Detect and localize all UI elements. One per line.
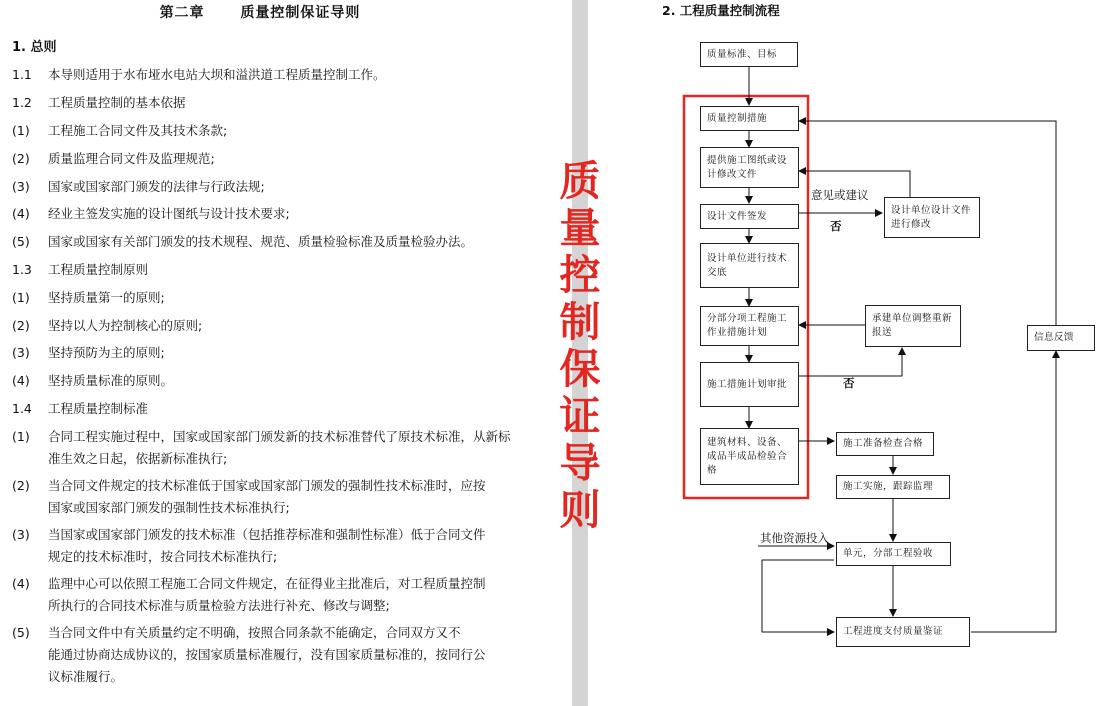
clause-number: 1.4: [12, 401, 32, 416]
paragraph-line: 国家或国家部门颁发的强制性技术标准执行;: [48, 500, 290, 515]
label-no: 否: [830, 219, 842, 233]
paragraph-number: (3): [12, 527, 30, 542]
clause-number: (1): [12, 123, 30, 138]
flow-box-implementation-supervision: 施工实施，跟踪监理: [836, 475, 950, 499]
clause-text: 坚持质量标准的原则。: [48, 373, 174, 388]
flow-box-contractor-resubmit: 承建单位调整重新报送: [865, 305, 961, 347]
flow-box-design-issue: 设计文件签发: [700, 204, 799, 229]
heading-char: 量: [559, 204, 601, 252]
section-heading: 1. 总则: [12, 40, 57, 55]
clause-number: (4): [12, 373, 30, 388]
clause-text: 经业主签发实施的设计图纸与设计技术要求;: [48, 206, 290, 221]
heading-char: 则: [559, 486, 601, 534]
paragraph-line: 所执行的合同技术标准与质量检验方法进行补充、修改与调整;: [48, 598, 390, 613]
heading-char: 导: [559, 439, 601, 487]
clause-text: 工程质量控制的基本依据: [48, 95, 186, 110]
clause-number: (3): [12, 179, 30, 194]
chapter-name: 质量控制保证导则: [240, 5, 361, 21]
paragraph-line: 当国家或国家部门颁发的技术标准（包括推荐标准和强制性标准）低于合同文件: [48, 527, 486, 542]
flow-box-unit-acceptance: 单元，分部工程验收: [836, 542, 951, 566]
clause-text: 坚持预防为主的原则;: [48, 345, 165, 360]
clause-number: (2): [12, 318, 30, 333]
clause-text: 国家或国家有关部门颁发的技术规程、规范、质量检验标准及质量检验办法。: [48, 234, 474, 249]
heading-char: 证: [559, 392, 601, 440]
paragraph-line: 当合同文件中有关质量约定不明确，按照合同条款不能确定，合同双方又不: [48, 625, 461, 640]
flow-box-construction-plan: 分部分项工程施工作业措施计划: [700, 306, 799, 346]
paragraph-line: 合同工程实施过程中，国家或国家部门颁发新的技术标准替代了原技术标准，从新标: [48, 429, 511, 444]
paragraph-line: 规定的技术标准时，按合同技术标准执行;: [48, 549, 278, 564]
paragraph-number: (5): [12, 625, 30, 640]
clause-number: (5): [12, 234, 30, 249]
clause-number: 1.3: [12, 262, 32, 277]
heading-char: 制: [559, 298, 601, 346]
heading-char: 保: [559, 345, 601, 393]
flow-box-material-inspection: 建筑材料、设备、成品半成品检验合格: [700, 428, 799, 485]
flow-box-provide-drawings: 提供施工图纸或设计修改文件: [700, 147, 799, 188]
clause-text: 坚持以人为控制核心的原则;: [48, 318, 203, 333]
paragraph-line: 准生效之日起，依据新标准执行;: [48, 451, 228, 466]
clause-text: 本导则适用于水布垭水电站大坝和溢洪道工程质量控制工作。: [48, 67, 386, 82]
heading-char: 控: [559, 251, 601, 299]
clause-text: 坚持质量第一的原则;: [48, 290, 165, 305]
paragraph-line: 当合同文件规定的技术标准低于国家或国家部门颁发的强制性技术标准时，应按: [48, 478, 486, 493]
flow-arrow: [762, 560, 834, 632]
clause-number: (2): [12, 151, 30, 166]
clause-text: 质量监理合同文件及监理规范;: [48, 151, 215, 166]
flowchart-title: 2. 工程质量控制流程: [662, 3, 780, 18]
paragraph-line: 能通过协商达成协议的，按国家质量标准履行，没有国家质量标准的，按同行公: [48, 647, 486, 662]
clause-number: 1.1: [12, 67, 32, 82]
flow-box-payment-certification: 工程进度支付质量鉴证: [836, 617, 970, 647]
clause-number: (1): [12, 290, 30, 305]
flow-box-design-revision: 设计单位设计文件进行修改: [884, 197, 980, 238]
flow-arrow: [799, 348, 902, 376]
flow-box-control-measures: 质量控制措施: [700, 106, 799, 131]
clause-number: (4): [12, 206, 30, 221]
paragraph-number: (1): [12, 429, 30, 444]
clause-number: 1.2: [12, 95, 32, 110]
label-no: 否: [843, 376, 855, 390]
clause-text: 工程质量控制标准: [48, 401, 149, 416]
chapter-number: 第二章: [159, 5, 205, 21]
flow-box-preparation-check: 施工准备检查合格: [836, 432, 934, 456]
paragraph-number: (4): [12, 576, 30, 591]
paragraph-number: (2): [12, 478, 30, 493]
clause-text: 工程质量控制原则: [48, 262, 149, 277]
paragraph-line: 议标准履行。: [48, 669, 124, 684]
flow-box-information-feedback: 信息反馈: [1027, 325, 1095, 351]
clause-text: 工程施工合同文件及其技术条款;: [48, 123, 228, 138]
label-opinion: 意见或建议: [811, 188, 869, 202]
label-other-resources: 其他资源投入: [760, 531, 829, 545]
flow-arrow: [971, 351, 1056, 632]
flow-box-quality-standard: 质量标准、目标: [700, 42, 798, 67]
clause-text: 国家或国家部门颁发的法律与行政法规;: [48, 179, 265, 194]
heading-char: 质: [559, 157, 601, 205]
flow-box-technical-briefing: 设计单位进行技术交底: [700, 243, 799, 288]
clause-number: (3): [12, 345, 30, 360]
paragraph-line: 监理中心可以依照工程施工合同文件规定，在征得业主批准后，对工程质量控制: [48, 576, 486, 591]
flow-box-plan-approval: 施工措施计划审批: [700, 362, 799, 407]
